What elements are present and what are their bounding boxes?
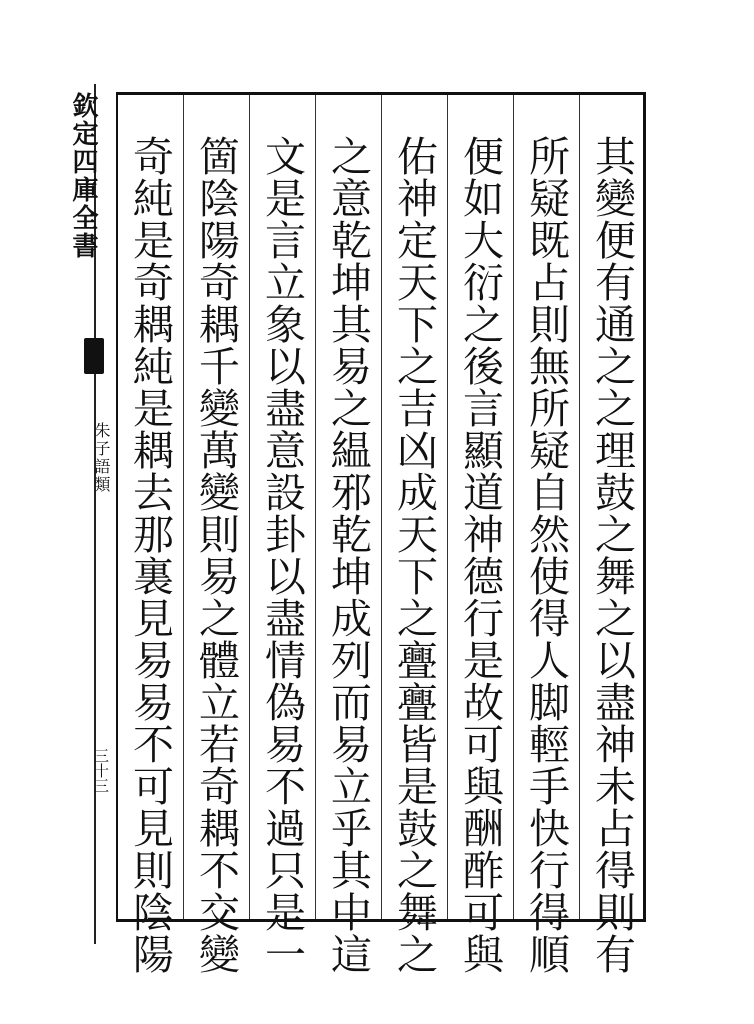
text-column-6: 文是言立象以盡意設卦以盡情偽易不過只是一 xyxy=(258,135,306,975)
text-column-3: 便如大衍之後言顯道神德行是故可與酬酢可與 xyxy=(456,135,504,975)
text-column-5: 之意乾坤其易之緼邪乾坤成列而易立乎其中這 xyxy=(324,135,372,975)
margin-collection-title: 欽定四庫全書 xyxy=(68,92,98,260)
text-frame xyxy=(116,92,646,975)
text-column-8: 奇純是奇耦純是耦去那裏見易易不可見則陰陽 xyxy=(126,135,174,975)
text-column-7: 箇陰陽奇耦千變萬變則易之體立若奇耦不交變 xyxy=(192,135,240,975)
fishtail-mark xyxy=(84,338,104,374)
margin-page-number: 三十三 xyxy=(92,748,110,793)
margin-book-title: 朱子語類 xyxy=(92,422,111,494)
text-column-1: 其變便有通之之理鼓之舞之以盡神未占得則有 xyxy=(588,135,636,975)
text-column-4: 佑神定天下之吉凶成天下之亹亹皆是鼓之舞之 xyxy=(390,135,438,975)
text-column-2: 所疑既占則無所疑自然使得人脚輕手快行得順 xyxy=(522,135,570,975)
